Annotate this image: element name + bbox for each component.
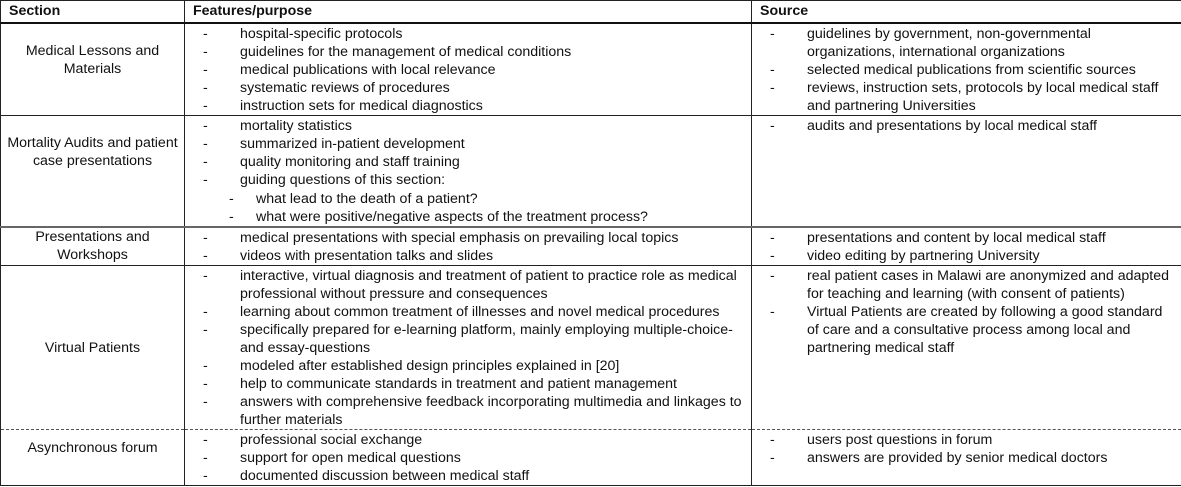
features-list	[185, 430, 751, 485]
list-item	[752, 303, 1175, 357]
features-list	[185, 266, 751, 429]
item-text: support for open medical questions	[240, 450, 461, 466]
source-cell	[752, 227, 1181, 266]
item-text: guidelines for the management of medical conditions	[240, 44, 572, 60]
item-text: mortality statistics	[240, 118, 352, 134]
sources-list	[752, 430, 1181, 467]
list-item	[185, 229, 745, 247]
table-row	[1, 116, 1181, 228]
bullet-dash: -	[203, 44, 208, 60]
bullet-dash: -	[770, 268, 775, 284]
table-row	[1, 430, 1181, 486]
item-text: systematic reviews of procedures	[240, 80, 450, 96]
list-item	[752, 449, 1175, 467]
sub-list	[229, 189, 745, 226]
features-list	[185, 116, 751, 226]
list-item	[185, 393, 745, 429]
bullet-dash: -	[203, 304, 208, 320]
item-text: selected medical publications from scientific sources	[807, 62, 1136, 78]
table-row	[1, 23, 1181, 116]
bullet-dash: -	[203, 172, 208, 188]
item-text: video editing by partnering University	[807, 248, 1040, 264]
bullet-dash: -	[203, 62, 208, 78]
bullet-dash: -	[770, 304, 775, 320]
list-item	[185, 321, 745, 357]
section-cell	[1, 430, 185, 486]
list-item	[185, 467, 745, 485]
section-cell	[1, 266, 185, 430]
item-text: instruction sets for medical diagnostics	[240, 98, 483, 114]
item-text: what were positive/negative aspects of the treatment process?	[256, 209, 648, 225]
list-item	[752, 117, 1175, 135]
sources-list	[752, 116, 1181, 135]
bullet-dash: -	[203, 358, 208, 374]
list-item	[185, 117, 745, 135]
features-cell	[185, 23, 752, 116]
list-item	[185, 79, 745, 97]
item-text: what lead to the death of a patient?	[256, 191, 478, 207]
features-cell	[185, 430, 752, 486]
features-cell	[185, 266, 752, 430]
source-cell	[752, 430, 1181, 486]
bullet-dash: -	[203, 248, 208, 264]
list-item	[752, 229, 1175, 247]
list-item	[185, 449, 745, 467]
item-text: hospital-specific protocols	[240, 26, 403, 42]
section-label: Virtual Patients	[44, 339, 141, 356]
item-text: professional social exchange	[240, 432, 423, 448]
sub-list-item	[185, 190, 739, 208]
item-text: specifically prepared for e-learning platform, mainly employing multiple-choice- and essay-questions	[240, 322, 733, 356]
section-label: Asynchronous forum	[27, 440, 158, 456]
item-text: documented discussion between medical staff	[240, 468, 530, 484]
section-label: Presentations and Workshops	[35, 229, 150, 263]
list-item	[185, 61, 745, 79]
list-item	[752, 247, 1175, 265]
list-item	[185, 171, 745, 226]
sub-list-item	[185, 208, 739, 226]
section-label: Medical Lessons and Materials	[25, 43, 160, 77]
sources-list	[752, 24, 1181, 115]
bullet-dash: -	[770, 230, 775, 246]
item-text: guiding questions of this section:	[240, 172, 446, 188]
list-item	[752, 431, 1175, 449]
list-item	[185, 135, 745, 153]
bullet-dash: -	[203, 136, 208, 152]
item-text: summarized in-patient development	[240, 136, 465, 152]
bullet-dash: -	[203, 26, 208, 42]
item-text: presentations and content by local medical staff	[807, 230, 1106, 246]
bullet-dash: -	[203, 268, 208, 284]
item-text: medical publications with local relevance	[240, 62, 496, 78]
section-label: Mortality Audits and patient case presentations	[7, 135, 178, 169]
header-features: Features/purpose	[185, 1, 752, 24]
item-text: interactive, virtual diagnosis and treatment of patient to practice role as medical professional without pressure and consequences	[240, 268, 737, 302]
bullet-dash: -	[203, 118, 208, 134]
list-item	[185, 431, 745, 449]
section-cell	[1, 116, 185, 228]
bullet-dash: -	[203, 376, 208, 392]
bullet-dash: -	[770, 118, 775, 134]
item-text: real patient cases in Malawi are anonymized and adapted for teaching and learning (with consent of patients)	[807, 268, 1170, 302]
list-item	[185, 153, 745, 171]
list-item	[185, 97, 745, 115]
source-cell	[752, 116, 1181, 228]
bullet-dash: -	[203, 230, 208, 246]
item-text: Virtual Patients are created by following a good standard of care and a consultative process among local and partnering medical staff	[807, 304, 1163, 356]
list-item	[752, 267, 1175, 303]
list-item	[752, 61, 1175, 79]
item-text: modeled after established design principles explained in [20]	[240, 358, 620, 374]
header-section: Section	[1, 1, 185, 24]
bullet-dash: -	[770, 62, 775, 78]
section-cell	[1, 23, 185, 116]
section-cell	[1, 227, 185, 266]
item-text: quality monitoring and staff training	[240, 154, 460, 170]
item-text: learning about common treatment of illnesses and novel medical procedures	[240, 304, 720, 320]
header-source: Source	[752, 1, 1181, 24]
list-item	[185, 25, 745, 43]
item-text: answers with comprehensive feedback incorporating multimedia and linkages to further materials	[240, 394, 742, 428]
list-item	[752, 79, 1175, 115]
bullet-dash: -	[203, 432, 208, 448]
item-text: videos with presentation talks and slides	[240, 248, 494, 264]
sources-list	[752, 266, 1181, 357]
features-list	[185, 24, 751, 115]
bullet-dash: -	[203, 322, 208, 338]
bullet-dash: -	[203, 154, 208, 170]
features-list	[185, 228, 751, 265]
list-item	[185, 303, 745, 321]
table-row	[1, 266, 1181, 430]
features-cell	[185, 227, 752, 266]
item-text: reviews, instruction sets, protocols by local medical staff and partnering Universities	[807, 80, 1159, 114]
list-item	[185, 267, 745, 303]
item-text: guidelines by government, non-governmental organizations, international organizations	[807, 26, 1091, 60]
item-text: answers are provided by senior medical doctors	[807, 450, 1108, 466]
list-item	[185, 375, 745, 393]
list-item	[185, 247, 745, 265]
bullet-dash: -	[770, 26, 775, 42]
bullet-dash: -	[229, 209, 234, 225]
bullet-dash: -	[229, 191, 234, 207]
item-text: help to communicate standards in treatment and patient management	[240, 376, 677, 392]
bullet-dash: -	[203, 80, 208, 96]
source-cell	[752, 23, 1181, 116]
bullet-dash: -	[203, 98, 208, 114]
header-row	[1, 1, 1181, 24]
source-cell	[752, 266, 1181, 430]
table-row	[1, 227, 1181, 266]
sources-list	[752, 228, 1181, 265]
bullet-dash: -	[770, 80, 775, 96]
bullet-dash: -	[770, 432, 775, 448]
bullet-dash: -	[203, 468, 208, 484]
bullet-dash: -	[203, 450, 208, 466]
list-item	[752, 25, 1175, 61]
bullet-dash: -	[203, 394, 208, 410]
item-text: medical presentations with special emphasis on prevailing local topics	[240, 230, 679, 246]
bullet-dash: -	[770, 248, 775, 264]
item-text: users post questions in forum	[807, 432, 993, 448]
bullet-dash: -	[770, 450, 775, 466]
features-cell	[185, 116, 752, 228]
list-item	[185, 43, 745, 61]
list-item	[185, 357, 745, 375]
item-text: audits and presentations by local medical staff	[807, 118, 1097, 134]
